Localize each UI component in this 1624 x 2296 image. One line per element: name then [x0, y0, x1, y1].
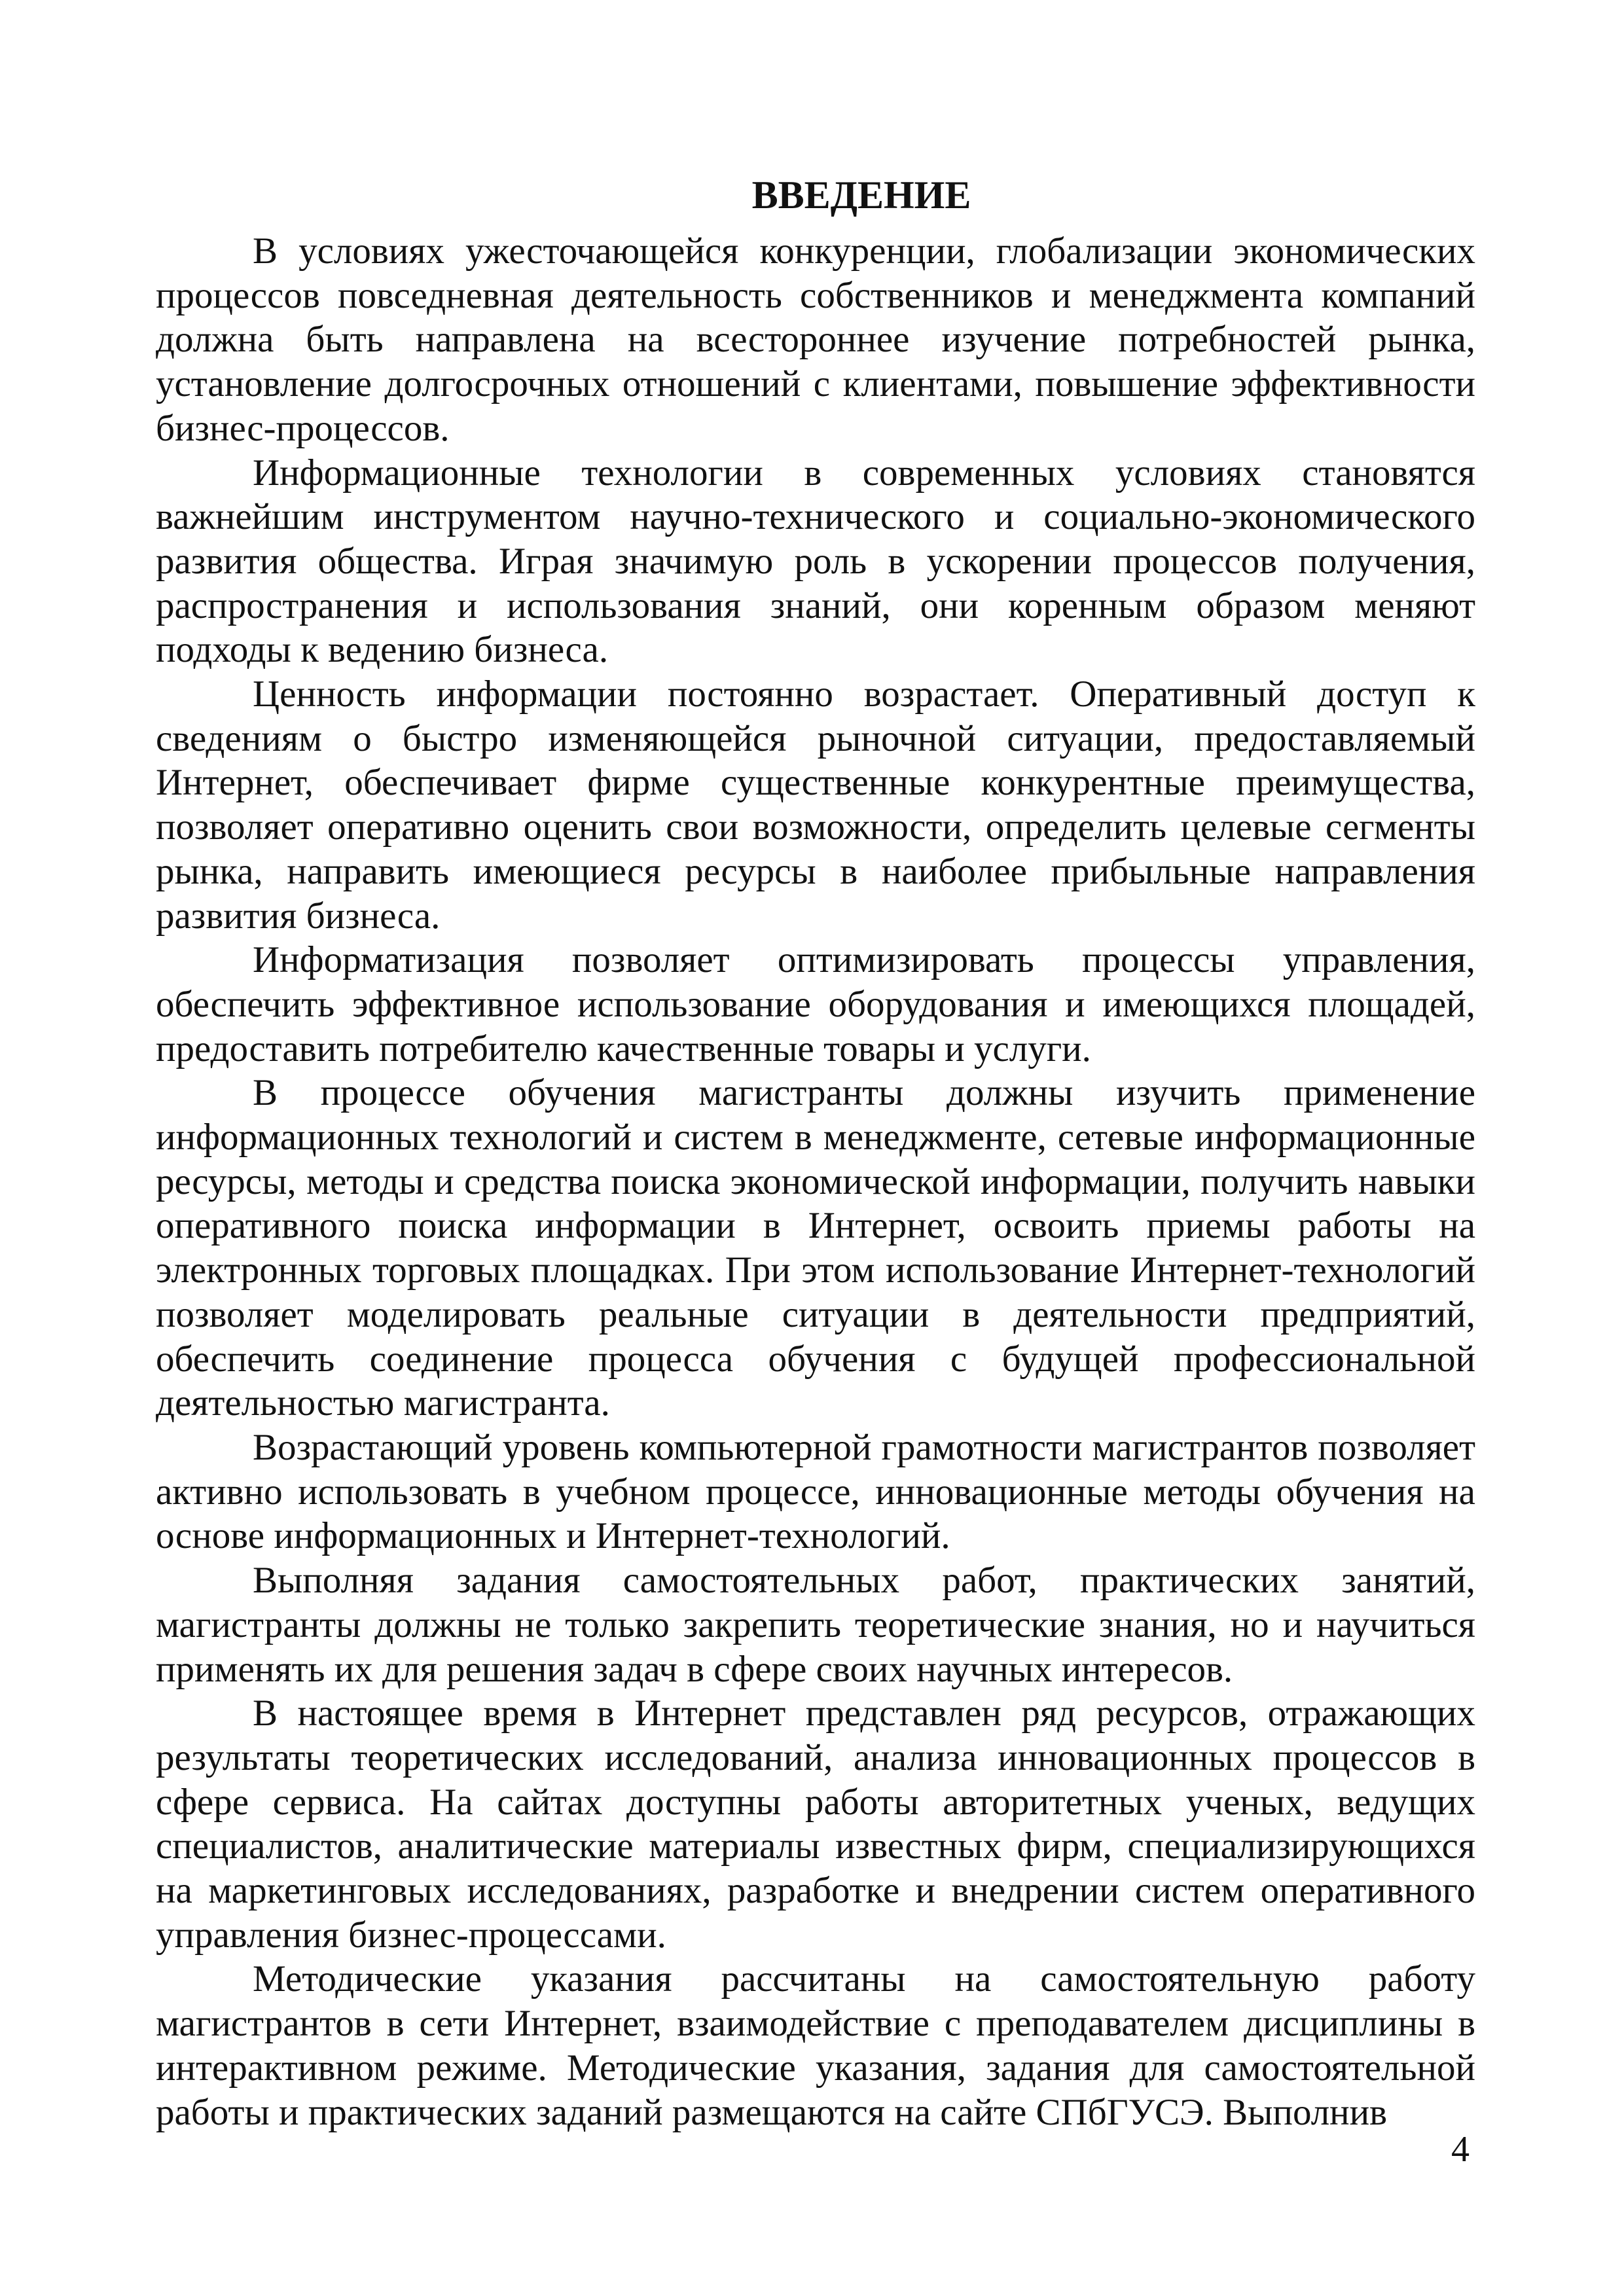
paragraph: В настоящее время в Интернет представлен ряд ресурсов, отражающих результаты теоретических исследований, анализа инновационных процессов в сфере сервиса. На сайтах доступны работы авторитетных ученых, ведущих специалистов, аналитические материалы известных фирм, специализирующихся на маркетинговых исследованиях, разработке и внедрении систем оперативного управления бизнес-процессами. [156, 1693, 1475, 1956]
paragraph: В процессе обучения магистранты должны изучить применение информационных технологий и систем в менеджменте, сетевые информационные ресурсы, методы и средства поиска экономической информации, получить навыки оперативного поиска информации в Интернет, освоить приемы работы на электронных торговых площадках. При этом использование Интернет-технологий позволяет моделировать реальные ситуации в деятельности предприятий, обеспечить соединение процесса обучения с будущей профессиональной деятельностью магистранта. [156, 1072, 1475, 1424]
paragraph: В условиях ужесточающейся конкуренции, глобализации экономических процессов повседневная деятельность собственников и менеджмента компаний должна быть направлена на всестороннее изучение потребностей рынка, установление долгосрочных отношений с клиентами, повышение эффективности бизнес-процессов. [156, 230, 1475, 449]
paragraph: Возрастающий уровень компьютерной грамотности магистрантов позволяет активно использовать в учебном процессе, инновационные методы обучения на основе информационных и Интернет-технологий. [156, 1426, 1475, 1557]
paragraph: Ценность информации постоянно возрастает. Оперативный доступ к сведениям о быстро изменяющейся рыночной ситуации, предоставляемый Интернет, обеспечивает фирме существенные конкурентные преимущества, позволяет оперативно оценить свои возможности, определить целевые сегменты рынка, направить имеющиеся ресурсы в наиболее прибыльные направления развития бизнеса. [156, 673, 1475, 937]
page-content [156, 169, 1475, 2134]
paragraph: Информатизация позволяет оптимизировать процессы управления, обеспечить эффективное использование оборудования и имеющихся площадей, предоставить потребителю качественные товары и услуги. [156, 939, 1475, 1069]
paragraph: Методические указания рассчитаны на самостоятельную работу магистрантов в сети Интернет, взаимодействие с преподавателем дисциплины в интерактивном режиме. Методические указания, задания для самостоятельной работы и практических заданий размещаются на сайте СПбГУСЭ. Выполнив [156, 1958, 1475, 2133]
paragraph: Информационные технологии в современных условиях становятся важнейшим инструментом научно-технического и социально-экономического развития общества. Играя значимую роль в ускорении процессов получения, распространения и использования знаний, они коренным образом меняют подходы к ведению бизнеса. [156, 452, 1475, 671]
paragraph: Выполняя задания самостоятельных работ, практических занятий, магистранты должны не только закрепить теоретические знания, но и научиться применять их для решения задач в сфере своих научных интересов. [156, 1560, 1475, 1690]
page-number: 4 [1451, 2129, 1470, 2170]
page-title: ВВЕДЕНИЕ [751, 173, 971, 217]
